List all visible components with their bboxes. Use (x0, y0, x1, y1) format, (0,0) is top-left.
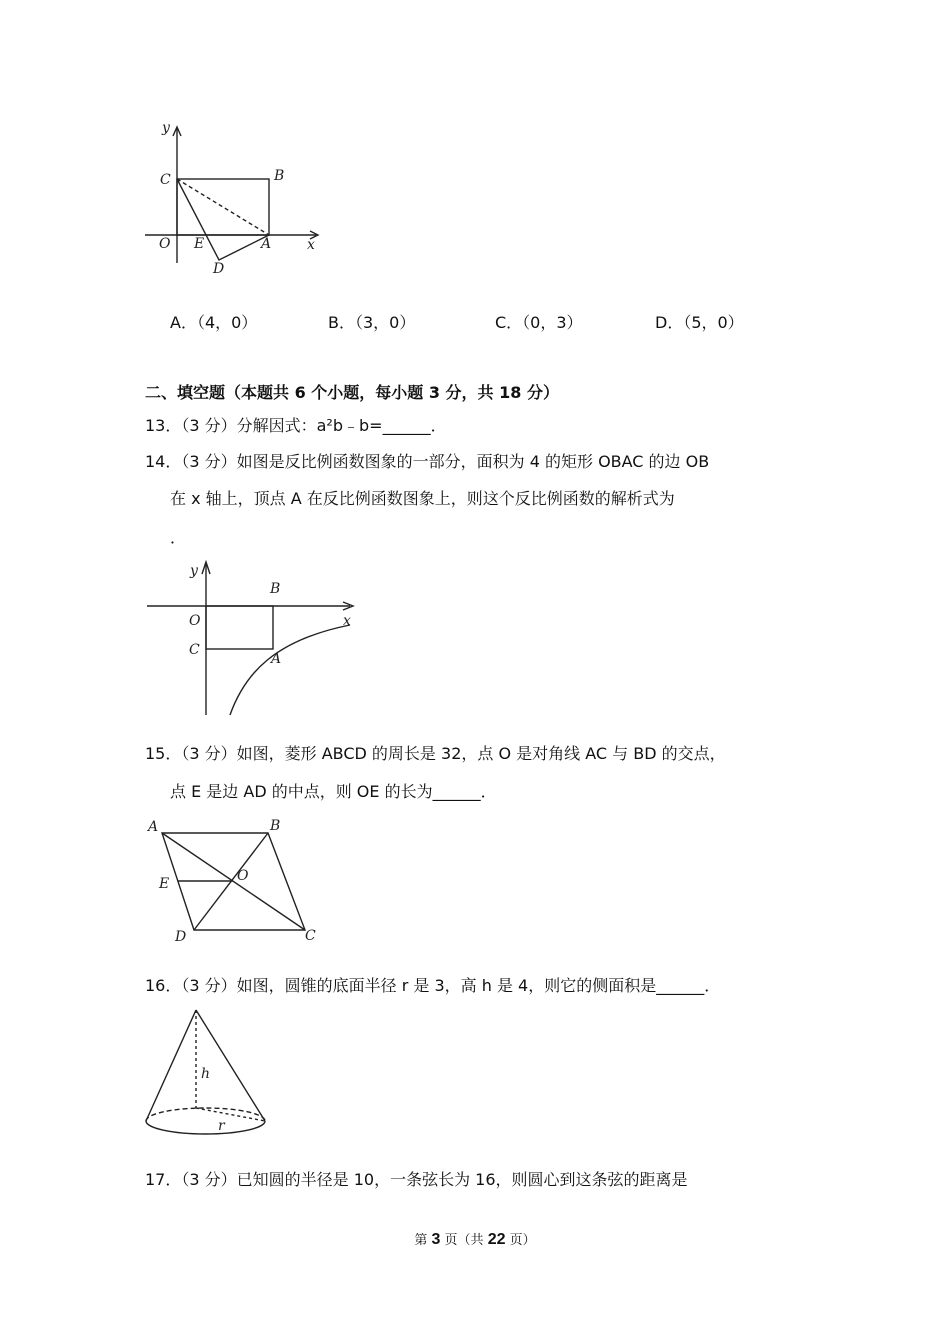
q12-label-b: B (274, 168, 285, 184)
q15-label-d: D (175, 929, 187, 945)
section-heading: 二、填空题（本题共 6 个小题，每小题 3 分，共 18 分） (145, 383, 559, 402)
q14-label-x: x (343, 613, 351, 629)
q16-text: 16．（3 分）如图，圆锥的底面半径 r 是 3，高 h 是 4，则它的侧面积是______． (145, 976, 721, 995)
q12-label-o: O (159, 236, 171, 252)
q12-label-a: A (261, 236, 272, 252)
q14-line-3: ． (170, 528, 187, 547)
q15-label-e: E (159, 876, 170, 892)
q15-line-2: 点 E 是边 AD 的中点，则 OE 的长为______． (170, 782, 497, 801)
q15-figure (140, 813, 330, 948)
q15-label-o: O (237, 868, 249, 884)
q12-label-c: C (160, 172, 171, 188)
q12-option-d: D．（5，0） (655, 313, 744, 332)
q14-label-a: A (271, 651, 282, 667)
q15-label-a: A (148, 819, 159, 835)
footer-suffix: 页） (509, 1233, 536, 1248)
q17-text: 17．（3 分）已知圆的半径是 10，一条弦长为 16，则圆心到这条弦的距离是 (145, 1170, 688, 1189)
q14-label-y: y (190, 563, 198, 579)
q16-figure (138, 1004, 273, 1146)
q14-line-1: 14．（3 分）如图是反比例函数图象的一部分，面积为 4 的矩形 OBAC 的边 OB (145, 452, 710, 471)
q12-label-x: x (307, 237, 315, 253)
q16-label-r: r (218, 1118, 225, 1134)
q16-label-h: h (201, 1066, 211, 1082)
q12-option-a: A．（4，0） (170, 313, 258, 332)
q12-option-b: B．（3，0） (328, 313, 416, 332)
q14-figure (145, 558, 365, 720)
q12-label-y: y (162, 120, 170, 136)
footer-total-pages: 22 (487, 1231, 506, 1248)
q14-label-c: C (189, 642, 200, 658)
q12-figure (140, 118, 340, 283)
q15-line-1: 15．（3 分）如图，菱形 ABCD 的周长是 32，点 O 是对角线 AC 与 BD 的交点， (145, 744, 726, 763)
q14-label-o: O (189, 613, 201, 629)
q12-option-c: C．（0，3） (495, 313, 583, 332)
q15-label-c: C (305, 928, 316, 944)
q14-label-b: B (270, 581, 281, 597)
footer-middle: 页（共 (444, 1233, 484, 1248)
page-footer (0, 1229, 950, 1249)
footer-page-number: 3 (431, 1231, 441, 1248)
q12-label-d: D (213, 261, 225, 277)
q12-label-e: E (194, 236, 205, 252)
q15-label-b: B (270, 818, 281, 834)
q13-text: 13．（3 分）分解因式：a²b﹣b=______． (145, 416, 447, 435)
footer-prefix: 第 (414, 1233, 428, 1248)
q14-line-2: 在 x 轴上，顶点 A 在反比例函数图象上，则这个反比例函数的解析式为 (170, 489, 675, 508)
